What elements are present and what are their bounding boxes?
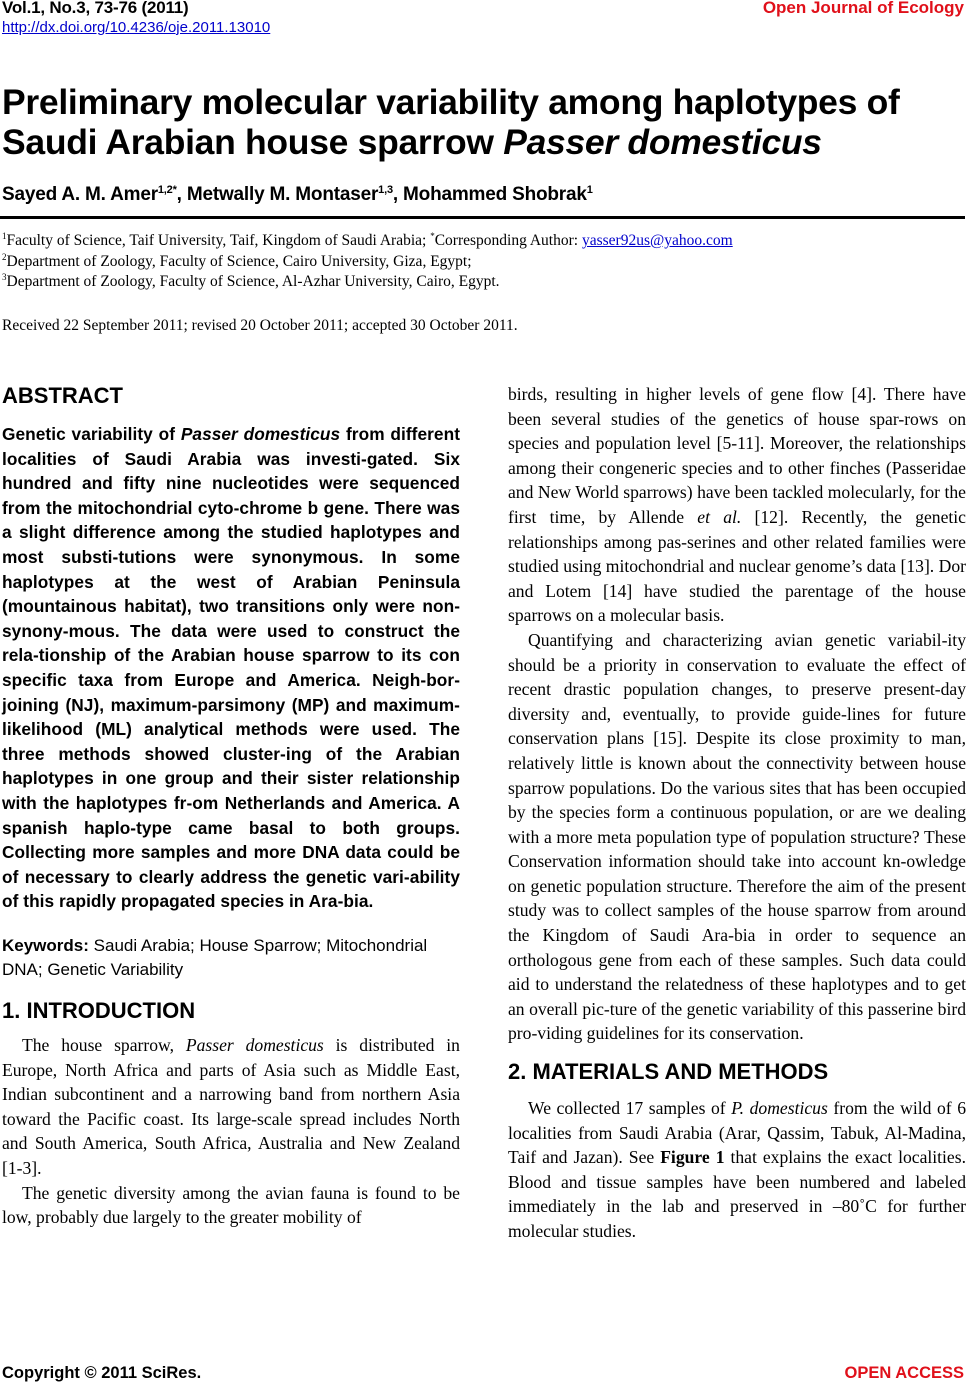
author-name: Sayed A. M. Amer	[2, 184, 158, 205]
header-divider	[0, 216, 965, 219]
paragraph-text: [12]. Recently, the genetic relationships among pas-serines and other related families were studied using mitochondrial and nuclear genome’s data [13]. Dor and Lotem [14] have studied the parentage of the house sparrows on a molecular basis.	[508, 506, 966, 626]
corresponding-marker: *	[430, 231, 435, 241]
author-name: Mohammed Shobrak	[403, 184, 587, 205]
introduction-heading: 1. INTRODUCTION	[2, 998, 196, 1024]
volume-info: Vol.1, No.3, 73-76 (2011)	[2, 0, 189, 17]
received-dates: Received 22 September 2011; revised 20 October 2011; accepted 30 October 2011.	[2, 317, 518, 334]
affiliation-1	[2, 231, 733, 252]
author-name: Metwally M. Montaser	[186, 184, 379, 205]
author-list	[2, 184, 593, 206]
keywords-text: Saudi Arabia; House Sparrow; Mitochondrial DNA; Genetic Variability	[2, 935, 428, 980]
figure-reference: Figure 1	[660, 1147, 725, 1168]
affiliations	[2, 231, 733, 293]
methods-heading: 2. MATERIALS AND METHODS	[508, 1059, 829, 1085]
title-line-1: Preliminary molecular variability among haplotypes of	[2, 82, 900, 122]
affiliation-2	[2, 252, 733, 273]
right-column	[508, 382, 966, 1244]
abstract-text-start: Genetic variability of	[2, 424, 181, 444]
paper-title	[2, 82, 900, 162]
title-line-2: Saudi Arabian house sparrow	[2, 122, 504, 162]
abstract-text-body: from different localities of Saudi Arabia was investi-gated. Six hundred and fifty nine nucleotides were sequenced from the mitochondrial cyto-chrome b gene. There was a slight difference among the studied haplotypes and most substi-tutions were synonymous. In some haplotypes at the west of Arabian Peninsula (mountainous habitat), two transitions only were non-synony-mous. The data were used to construct the rela-tionship of the Arabian house sparrow to its con specific taxa from Europe and America. Neigh-bor-joining (NJ), maximum-parsimony (MP) and maximum-likelihood (ML) analytical methods were used. The three methods showed cluster-ing of the Arabian haplotypes in one group and their sister relationship with the haplotypes fr-om Netherlands and America. A spanish haplo-type came basal to both groups. Collecting more samples and more DNA data could be of necessary to clearly address the genetic vari-ability of this rapidly propagated species in Ara-bia.	[2, 424, 460, 912]
species-name: Passer domesticus	[185, 1035, 324, 1056]
open-access-label: OPEN ACCESS	[844, 1364, 964, 1382]
et-al: et al.	[697, 506, 742, 527]
affiliation-text: Department of Zoology, Faculty of Science, Cairo University, Giza, Egypt;	[6, 252, 472, 270]
author-affiliation-marker: 1,3	[378, 184, 393, 196]
affiliation-text: Department of Zoology, Faculty of Science, Al-Azhar University, Cairo, Egypt.	[6, 273, 500, 290]
introduction-paragraph-2: The genetic diversity among the avian fauna is found to be low, probably due largely to the greater mobility of	[2, 1182, 460, 1228]
paragraph-text: from the wild of 6 localities from Saudi Arabia (Arar, Qassim, Tabuk, Al-Madina, Taif and Jazan). See	[508, 1098, 966, 1168]
introduction-paragraph-2-continued	[508, 382, 966, 628]
paragraph-text: that explains the exact localities. Blood and tissue samples have been numbered and labeled immediately in the lab and preserved in –80˚C for further molecular studies.	[508, 1147, 966, 1241]
title-species-name: Passer domesticus	[503, 122, 822, 162]
abstract-species-name: Passer domesticus	[180, 424, 341, 444]
introduction-paragraph-1	[2, 1033, 460, 1181]
affiliation-marker: 3	[2, 272, 7, 282]
species-name: P. domesticus	[731, 1098, 828, 1119]
affiliation-text: Faculty of Science, Taif University, Taif, Kingdom of Saudi Arabia;	[6, 232, 431, 249]
abstract-text	[2, 422, 460, 914]
affiliation-3	[2, 272, 733, 293]
left-column	[2, 382, 460, 1230]
paragraph-text: We collected 17 samples of	[528, 1098, 732, 1119]
journal-name: Open Journal of Ecology	[762, 0, 964, 17]
affiliation-marker: 2	[2, 251, 7, 262]
email-link[interactable]: yasser92us@yahoo.com	[581, 232, 733, 249]
introduction-paragraph-3: Quantifying and characterizing avian genetic variabil-ity should be a priority in conservation to evaluate the effect of recent drastic population changes, to preserve present-day diversity and, eventually, to provide guide-lines for future conservation plans [15]. Despite its close proximity to man, relatively little is known about the connectivity between house sparrow populations. Do the various sites that has been occupied by the species form a continuous population, or are we dealing with a more meta population type of population structure? These Conservation information should take into account kn-owledge on genetic population structure. Therefore the aim of the present study was to collect samples of the house sparrow from around the Kingdom of Saudi Ara-bia in order to sequence an orthologous gene from each of these samples. Such data could aid to understand the relatedness of these haplotypes and to get an overall pic-ture of the genetic variability of this passerine bird pro-viding guidelines for its conservation.	[508, 629, 966, 1044]
keywords	[2, 934, 460, 983]
copyright-notice: Copyright © 2011 SciRes.	[2, 1364, 202, 1382]
author-separator: ,	[176, 184, 187, 205]
abstract-heading: ABSTRACT	[2, 383, 123, 408]
author-affiliation-marker: 1,2*	[157, 184, 177, 196]
paragraph-text: is distributed in Europe, North Africa and parts of Asia such as Middle East, Indian subcontinent and a narrowing band from northern Asia toward the Pacific coast. Its large-scale spread includes North and South America, South Africa, Australia and New Zealand [1-3].	[2, 1035, 460, 1179]
affiliation-marker: 1	[2, 231, 7, 241]
keywords-label: Keywords:	[2, 935, 89, 955]
methods-paragraph-1	[508, 1096, 966, 1244]
paragraph-text: birds, resulting in higher levels of gene flow [4]. There have been several studies of the genetics of house spar-rows on species and population level [5-11]. Moreover, the relationships among their congeneric species and to other finches (Passeridae and New World sparrows) have been tackled molecularly, for the first time, by Allende	[508, 384, 966, 527]
author-affiliation-marker: 1	[586, 184, 593, 196]
doi-link[interactable]: http://dx.doi.org/10.4236/oje.2011.13010	[2, 19, 271, 36]
author-separator: ,	[392, 184, 404, 205]
corresponding-label: Corresponding Author:	[434, 232, 582, 249]
paragraph-text: The house sparrow,	[22, 1035, 186, 1056]
